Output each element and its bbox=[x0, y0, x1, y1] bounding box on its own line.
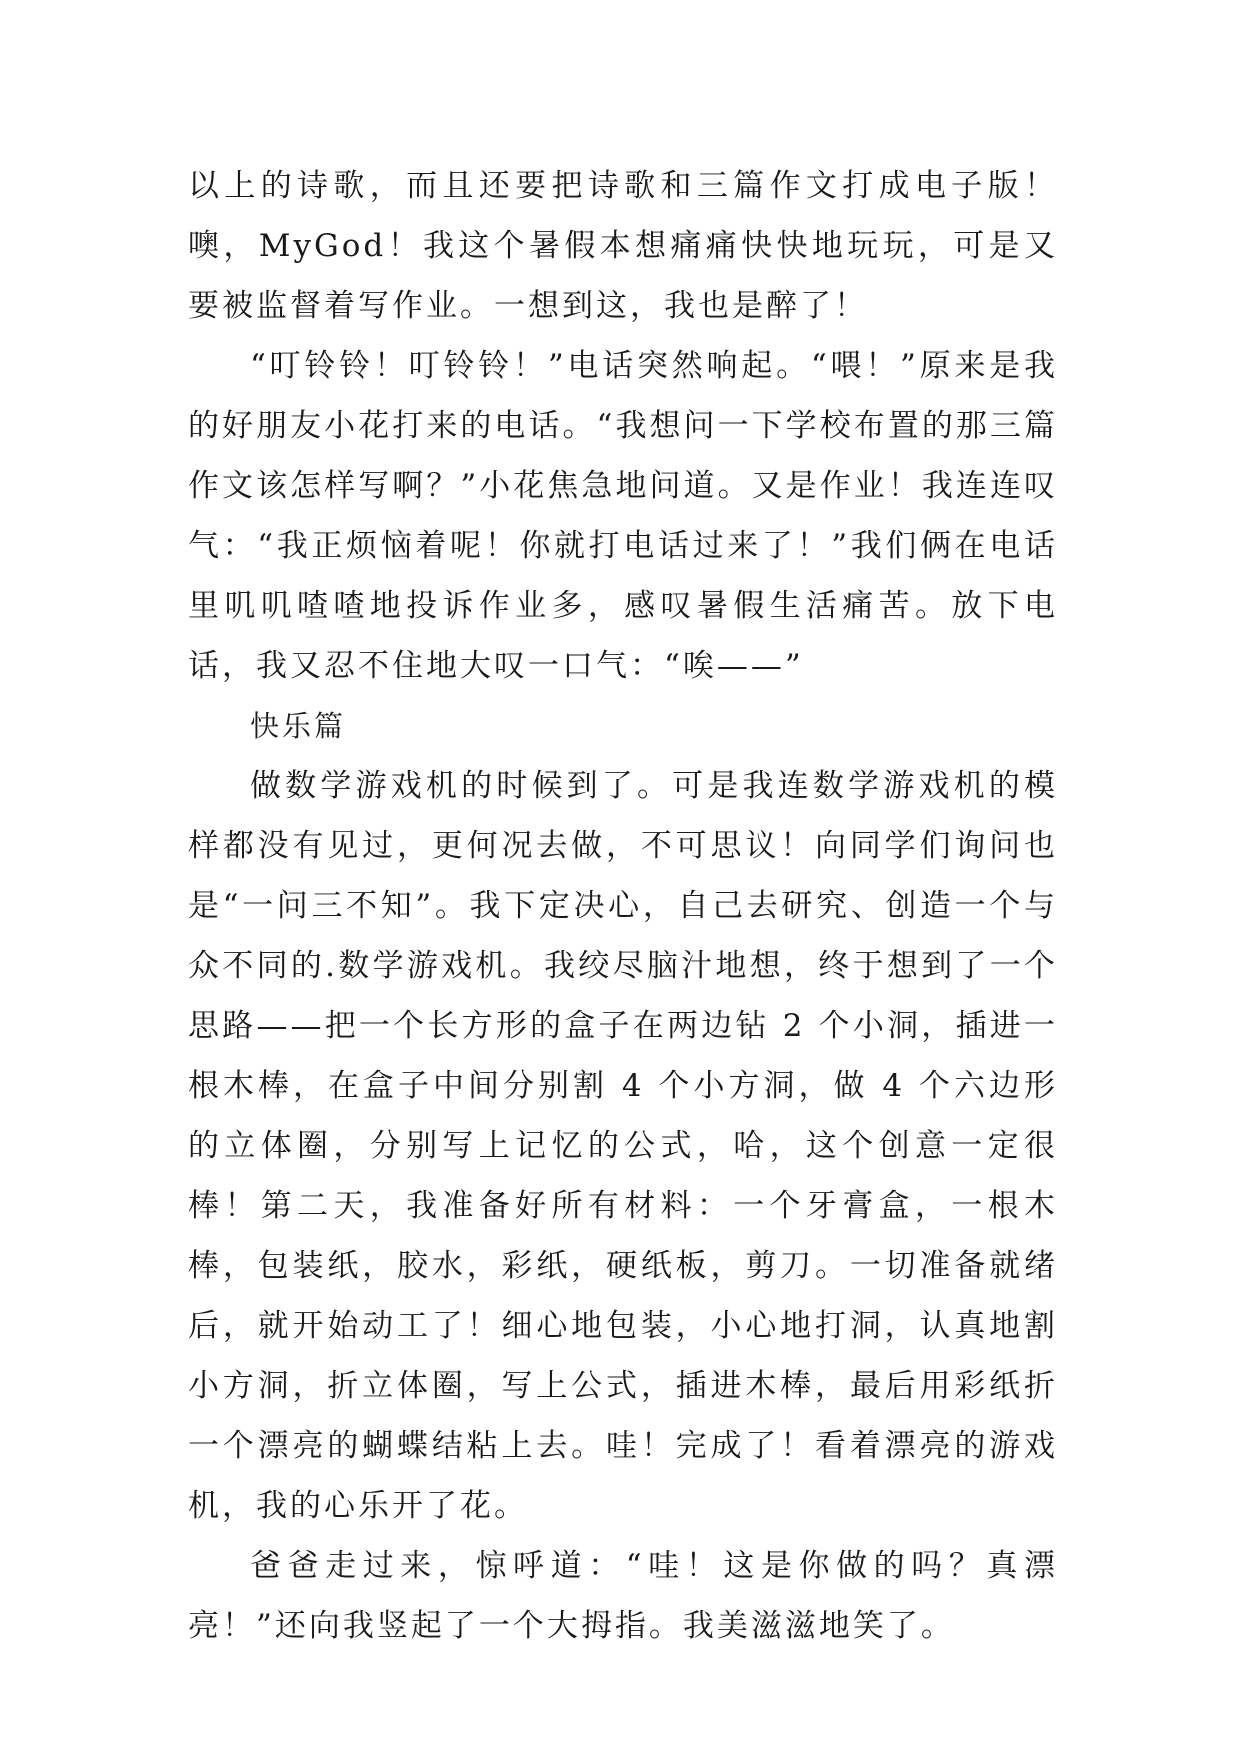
section-heading: 快乐篇 bbox=[250, 709, 347, 743]
paragraph-1: 以上的诗歌，而且还要把诗歌和三篇作文打成电子版！噢，MyGod！我这个暑假本想痛痛快快地玩玩，可是又要被监督着写作业。一想到这，我也是醉了！ bbox=[188, 168, 1058, 324]
paragraph-2: “叮铃铃！叮铃铃！”电话突然响起。“喂！”原来是我的好朋友小花打来的电话。“我想问一下学校布置的那三篇作文该怎样写啊？”小花焦急地问道。又是作业！我连连叹气：“我正烦恼着呢！你就打电话过来了！”我们俩在电话里叽叽喳喳地投诉作业多，感叹暑假生活痛苦。放下电话，我又忍不住地大叹一口气：“唉——” bbox=[188, 348, 1058, 684]
paragraph-4: 爸爸走过来，惊呼道：“哇！这是你做的吗？真漂亮！”还向我竖起了一个大拇指。我美滋滋地笑了。 bbox=[188, 1548, 1058, 1644]
document-body bbox=[188, 156, 1058, 1656]
paragraph-3: 做数学游戏机的时候到了。可是我连数学游戏机的模样都没有见过，更何况去做，不可思议！向同学们询问也是“一问三不知”。我下定决心，自己去研究、创造一个与众不同的.数学游戏机。我绞尽脑汁地想，终于想到了一个思路——把一个长方形的盒子在两边钻 2 个小洞，插进一根木棒，在盒子中间分别割 4 个小方洞，做 4 个六边形的立体圈，分别写上记忆的公式，哈，这个创意一定很棒！第二天，我准备好所有材料：一个牙膏盒，一根木棒，包装纸，胶水，彩纸，硬纸板，剪刀。一切准备就绪后，就开始动工了！细心地包装，小心地打洞，认真地割小方洞，折立体圈，写上公式，插进木棒，最后用彩纸折一个漂亮的蝴蝶结粘上去。哇！完成了！看着漂亮的游戏机，我的心乐开了花。 bbox=[188, 768, 1058, 1524]
